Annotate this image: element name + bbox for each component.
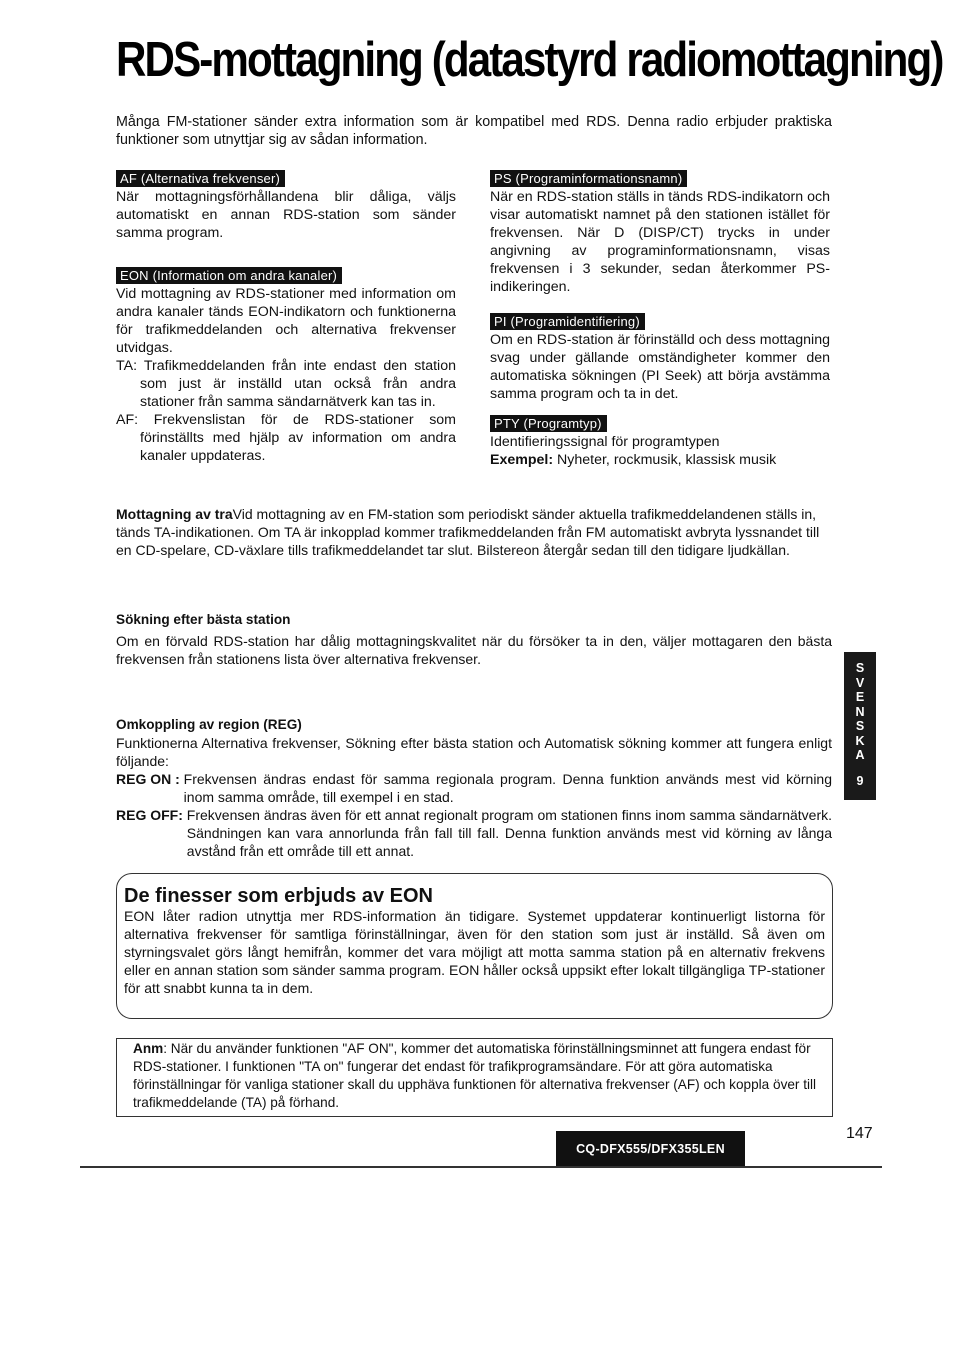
eon-text: Vid mottagning av RDS-stationer med information om andra kanaler tänds EON-indikatorn och funktionerna för trafikmeddelanden och alternativa frekvenser utvidgas. [116, 286, 456, 356]
pty-heading: PTY (Programtyp) [490, 415, 607, 432]
reg-text: Funktionerna Alternativa frekvenser, Sökning efter bästa station och Automatisk sökning kommer att fungera enligt följande: [116, 735, 832, 769]
reg-off-row [116, 806, 832, 860]
side-tab-letter: V [855, 675, 865, 690]
reg-on-row [116, 770, 832, 806]
pi-heading: PI (Programidentifiering) [490, 313, 645, 330]
traffic-paragraph [116, 505, 832, 559]
model-number-label: CQ-DFX555/DFX355LEN [556, 1131, 745, 1167]
page-title: RDS-mottagning (datastyrd radiomottagning) [116, 33, 943, 87]
reg-heading: Omkoppling av region (REG) [116, 717, 302, 732]
note-text: : När du använder funktionen "AF ON", kommer det automatiska förinställningsminnet att fungera endast för RDS-stationer. I funktionen "TA on" fungerar det endast för trafikprogramsändare. För att göra automatiska förinställningar för vanliga stationer skall du upphäva funktionen för alternativa frekvenser (AF) och koppla över till trafikmeddelande (TA) på förhand. [133, 1041, 817, 1110]
reg-off-label: REG OFF: [116, 807, 187, 823]
language-side-tab [844, 652, 876, 800]
side-tab-letter: E [855, 690, 865, 704]
pty-section [490, 415, 830, 469]
traffic-text: Vid mottagning av en FM-station som periodiskt sänder aktuella trafikmeddelandenen ställs in, tänds TA-indikationen. Om TA är inkopplad kommer trafikmeddelanden från FM automatiskt avbryta lyssnandet till en CD-spelare, CD-växlare tills trafikmeddelandet tar slut. Bilstereon återgår sedan till den tidigare ljudkällan. [116, 506, 820, 558]
side-tab-letter: K [855, 733, 865, 748]
pi-text: Om en RDS-station är förinställd och dess mottagning svag under gällande omständigheter kommer den automatiska sökningen (PI Seek) att börja avstämma samma program och ta in det. [490, 332, 830, 402]
pty-example-text: Nyheter, rockmusik, klassisk musik [553, 452, 777, 468]
reg-on-label: REG ON : [116, 771, 184, 787]
pty-text: Identifieringssignal för programtypen [490, 434, 720, 450]
af-heading: AF (Alternativa frekvenser) [116, 170, 285, 187]
page-number: 147 [846, 1125, 873, 1142]
eon-ta-item: TA: Trafikmeddelanden från inte endast den station som just är inställd utan också från andra stationer från samma sändarnätverk kan tas in. [116, 358, 456, 410]
side-tab-letter: N [855, 704, 865, 719]
side-tab-letter: S [855, 719, 865, 733]
side-tab-number: 9 [856, 773, 864, 788]
left-column [116, 170, 456, 465]
eon-section [116, 267, 456, 465]
best-station-text: Om en förvald RDS-station har dålig mottagningskvalitet när du försöker ta in den, väljer mottagaren den bästa frekvensen från stationens lista över alternativa frekvenser. [116, 633, 832, 667]
side-tab-letter: S [855, 661, 865, 675]
ps-section [490, 170, 830, 296]
eon-features-text: EON låter radion utnyttja mer RDS-information än tidigare. Systemet uppdaterar kontinuerligt listorna för alternativa frekvenser för samtliga förinställningar, även för den station som just är inställd. Så även om styrningsvalet görs långt hemifrån, kommer det vara möjligt att motta samma station på en alternativ frekvens eller en annan station som sänder samma program. EON håller också uppsikt efter lokalt tillgängliga TP-stationer för att snabbt kunna ta in dem. [124, 908, 825, 996]
intro-paragraph: Många FM-stationer sänder extra information som är kompatibel med RDS. Denna radio erbjuder praktiska funktioner som utnyttjar sig av sådan information. [116, 114, 832, 148]
best-station-heading: Sökning efter bästa station [116, 612, 291, 627]
note-text-block [133, 1040, 819, 1112]
footer-rule [80, 1166, 882, 1168]
side-tab-letter: A [855, 748, 865, 762]
reg-off-text: Frekvensen ändras även för ett annat regionalt program om stationen finns inom samma sändarnätverk. Sändningen kan vara annorlunda från fall till fall. Denna funktion används mest vid körning av långa avstånd från ett område till ett annat. [186, 807, 832, 859]
eon-af-item: AF: Frekvenslistan för de RDS-stationer som förinställts med hjälp av information om andra kanaler uppdateras. [116, 412, 456, 464]
eon-features-title: De finesser som erbjuds av EON [124, 885, 434, 907]
ps-heading: PS (Programinformationsnamn) [490, 170, 687, 187]
reg-on-text: Frekvensen ändras endast för samma regionala program. Denna funktion används mest vid körning inom samma område, till exempel i en stad. [183, 771, 832, 805]
pty-example [490, 451, 830, 469]
pi-section [490, 313, 830, 403]
note-label: Anm [133, 1041, 164, 1056]
best-station-section [116, 611, 832, 668]
right-column [490, 170, 830, 469]
eon-heading: EON (Information om andra kanaler) [116, 267, 342, 284]
reg-section [116, 716, 832, 860]
ps-text: När en RDS-station ställs in tänds RDS-indikatorn och visar automatiskt namnet på den stationen istället för frekvensen. När D (DISP/CT) trycks in under angivning av programinformationsnamn, visas frekvensen i 3 sekunder, sedan återkommer PS-indikeringen. [490, 189, 830, 295]
pty-example-label: Exempel: [490, 452, 554, 468]
traffic-bold-lead: Mottagning av tra [116, 506, 233, 522]
af-section [116, 170, 456, 242]
af-text: När mottagningsförhållandena blir dåliga, väljs automatiskt en annan RDS-station som sänder samma program. [116, 189, 456, 241]
